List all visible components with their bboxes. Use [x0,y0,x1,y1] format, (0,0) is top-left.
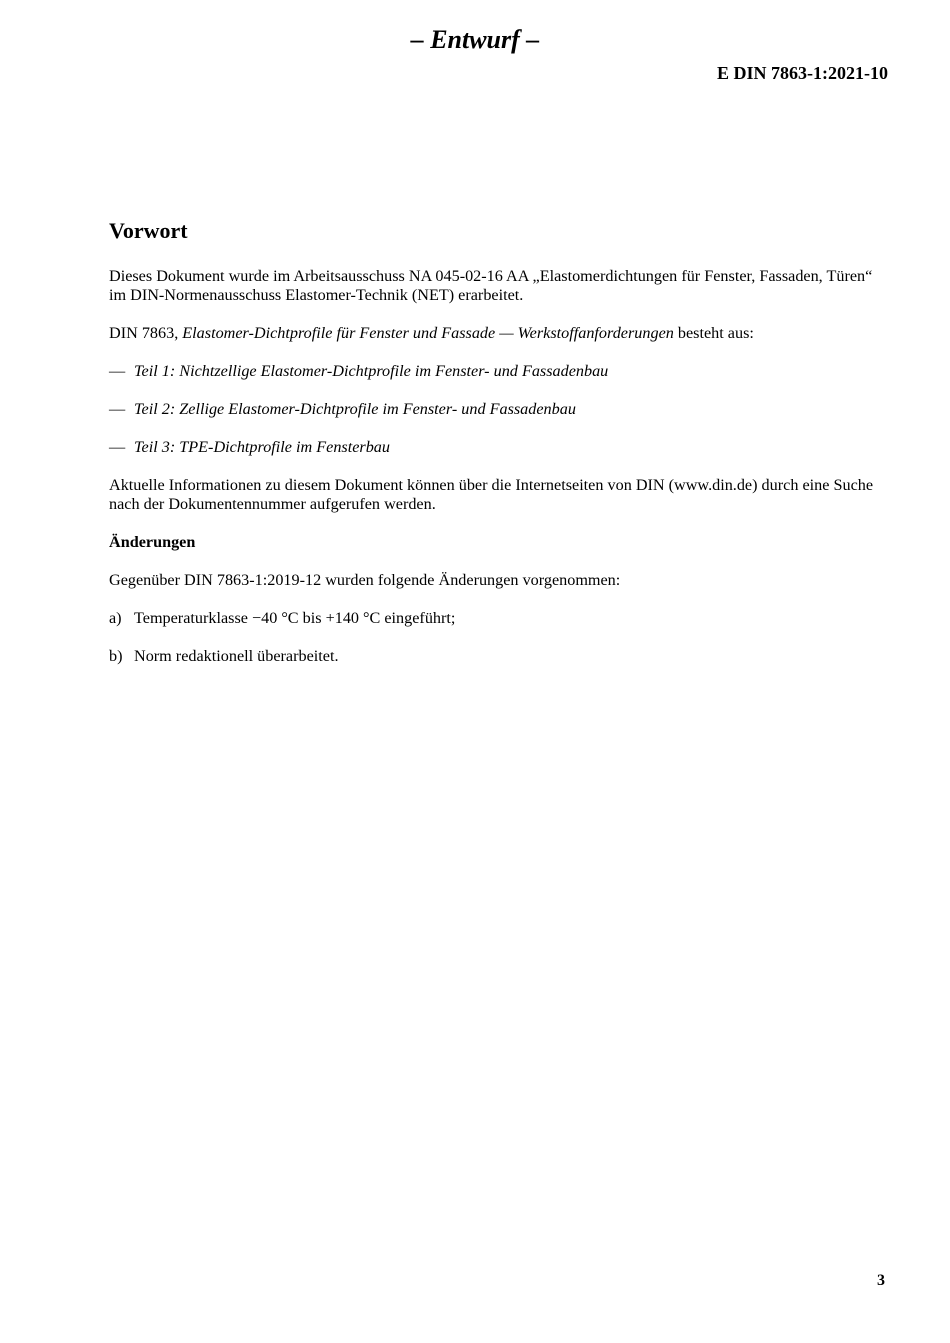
changes-heading: Änderungen [109,533,196,551]
part-list-item [109,438,889,457]
page-content [109,216,889,685]
change-list-item [109,609,889,628]
section-title-foreword: Vorwort [109,218,188,243]
part-title: Teil 3: TPE-Dichtprofile im Fensterbau [134,438,390,456]
change-text: Temperaturklasse −40 °C bis +140 °C eingeführt; [134,609,456,627]
series-prefix: DIN 7863, [109,324,183,342]
series-title: Elastomer-Dichtprofile für Fenster und Fassade — Werkstoffanforderungen [182,324,674,342]
part-title: Teil 2: Zellige Elastomer-Dichtprofile im Fenster- und Fassadenbau [134,400,576,418]
part-title: Teil 1: Nichtzellige Elastomer-Dichtprofile im Fenster- und Fassadenbau [134,362,609,380]
list-dash-marker: — [109,362,126,380]
list-dash-marker: — [109,438,126,456]
part-list-item [109,400,889,419]
foreword-paragraph-committee: Dieses Dokument wurde im Arbeitsausschuss NA 045-02-16 AA „Elastomerdichtungen für Fenster, Fassaden, Türen“ im DIN-Normenausschuss Elastomer-Technik (NET) erarbeitet. [109,267,873,304]
list-letter-marker: a) [109,609,122,627]
draft-watermark-heading: – Entwurf – [410,25,540,54]
change-text: Norm redaktionell überarbeitet. [134,647,339,665]
series-statement [109,324,889,343]
list-letter-marker: b) [109,647,123,665]
list-dash-marker: — [109,400,126,418]
info-paragraph: Aktuelle Informationen zu diesem Dokument können über die Internetseiten von DIN (www.din.de) durch eine Suche nach der Dokumentennummer aufgerufen werden. [109,476,874,513]
series-suffix: besteht aus: [673,324,754,342]
page-number: 3 [877,1272,885,1289]
change-list-item [109,647,889,666]
part-list-item [109,362,889,381]
changes-intro: Gegenüber DIN 7863-1:2019-12 wurden folgende Änderungen vorgenommen: [109,571,621,589]
document-identifier: E DIN 7863-1:2021-10 [717,63,888,83]
